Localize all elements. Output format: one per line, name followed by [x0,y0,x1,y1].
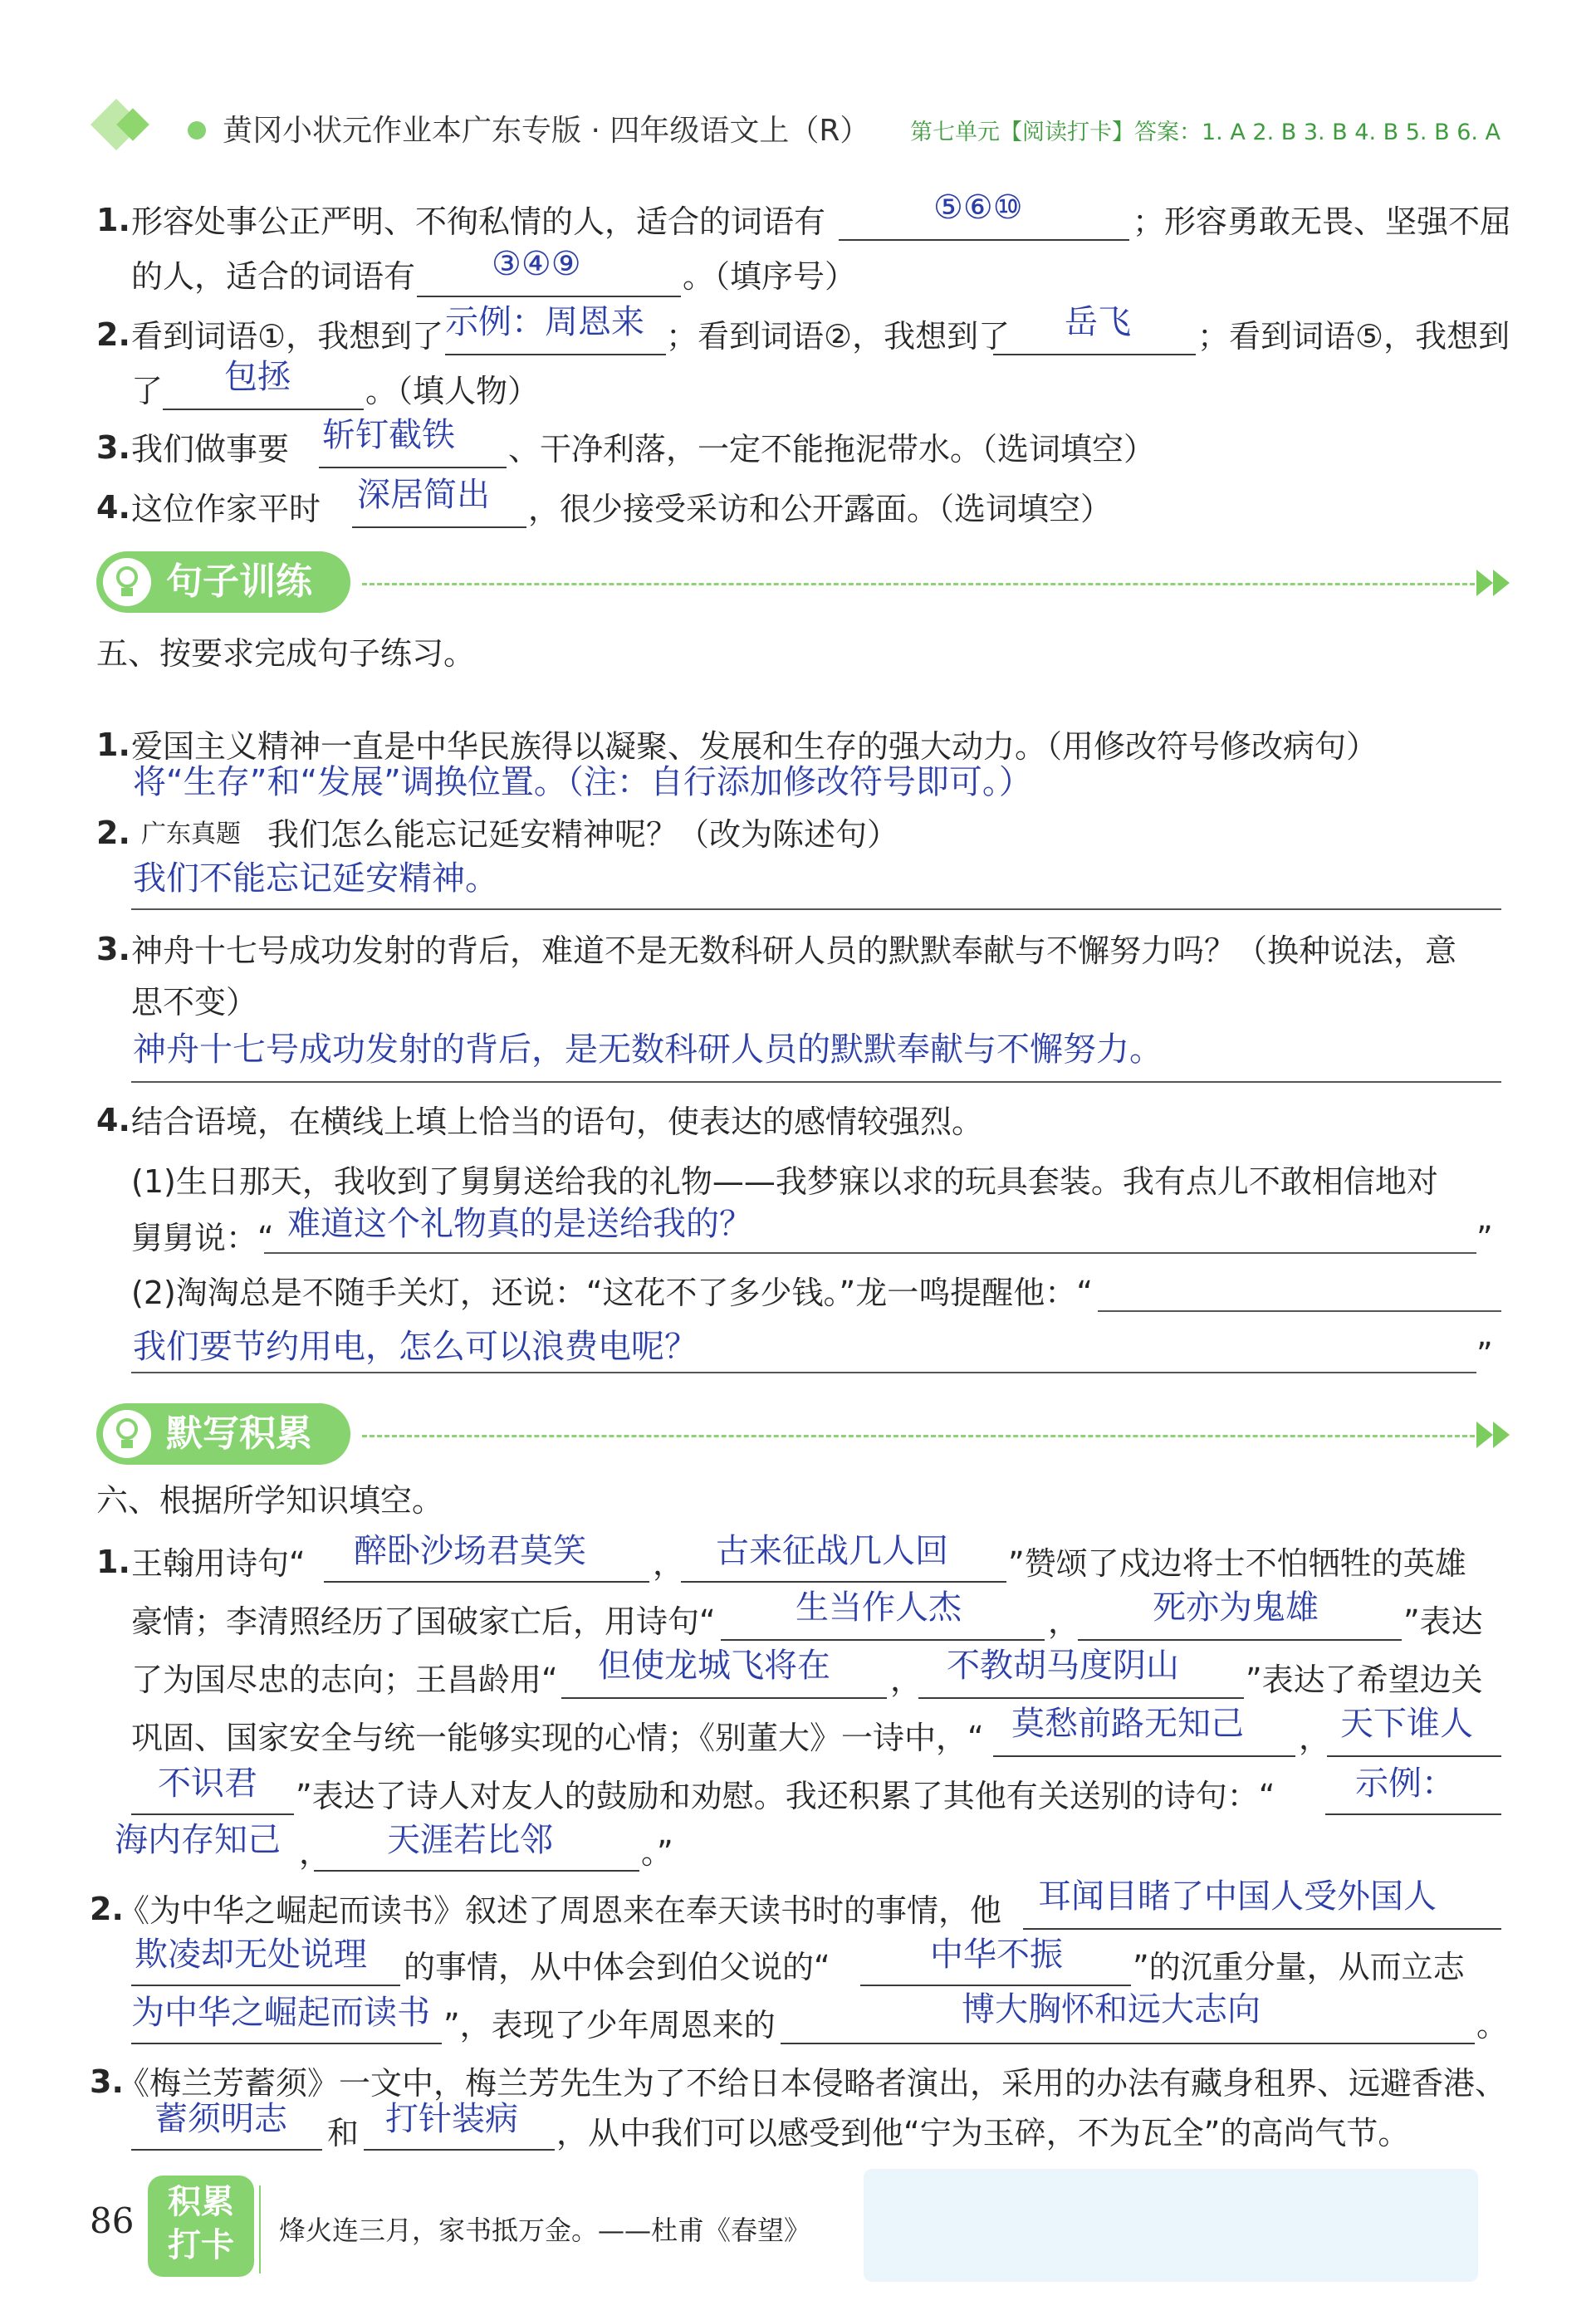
p6-q3-ans2: 打针装病 [385,2100,518,2138]
p6-q2-ans2: 欺凌却无处说理 [135,1936,367,1974]
q1-text-a: 形容处事公正严明、不徇私情的人，适合的词语有 [131,203,826,240]
lightbulb-base-2 [121,1440,133,1448]
footer-badge-bottom: 打卡 [168,2226,234,2264]
q2-blank-2 [993,354,1196,355]
p6-q1-ans7: 莫愁前路无知己 [1011,1705,1244,1743]
p5-q1-answer: 将“生存”和“发展”调换位置。（注：自行添加修改符号即可。） [133,763,1032,801]
lightbulb-bulb-2 [116,1418,138,1440]
q2-text-e: 。（填人物） [365,373,540,409]
p6-q3-number: 3. [90,2063,124,2100]
p5-q4-s1-answer-line [264,1252,1476,1254]
p6-q3-a: 《梅兰芳蓄须》一文中，梅兰芳先生为了不给日本侵略者演出，采用的办法有藏身租界、远避香港、 [118,2065,1507,2102]
p5-q4-s2-answer: 我们要节约用电，怎么可以浪费电呢？ [133,1328,698,1366]
p5-q2-text: 我们怎么能忘记延安精神呢？（改为陈述句） [267,816,899,853]
q3-answer: 斩钉截铁 [322,416,455,454]
q1-text-c: 的人，适合的词语有 [131,258,416,295]
p6-q3-c: ，从中我们可以感受到他“宁为玉碎，不为瓦全”的高尚气节。 [556,2115,1410,2151]
p6-q2-ans4: 为中华之崛起而读书 [131,1994,430,2032]
footer-quote: 烽火连三月，家书抵万金。——杜甫《春望》 [279,2215,811,2246]
p6-q1-blank-10 [1325,1813,1501,1815]
p5-q1-text: 爱国主义精神一直是中华民族得以凝聚、发展和生存的强大动力。（用修改符号修改病句） [131,728,1378,765]
q4-blank [352,526,526,528]
p6-q1-ans12: 天涯若比邻 [387,1821,553,1859]
q1-blank-1 [839,239,1129,241]
q2-text-c: ；看到词语⑤，我想到 [1197,318,1510,355]
p6-q1-number: 1. [96,1544,130,1580]
p6-q2-b: 的事情，从中体会到伯父说的“ [404,1949,830,1985]
q1-answer-1: ⑤⑥⑩ [933,188,1023,227]
p5-q4-s2-line1: (2)淘淘总是不随手关灯，还说：“这花不了多少钱。”龙一鸣提醒他：“ [131,1275,1093,1311]
p5-q3-text-1: 神舟十七号成功发射的背后，难道不是无数科研人员的默默奉献与不懈努力吗？（换种说法，意 [131,932,1457,969]
section-title-sentence: 句子训练 [166,560,312,603]
p5-q3-text-2: 思不变） [131,984,258,1021]
p6-q2-ans1: 耳闻目睹了中国人受外国人 [1038,1877,1437,1916]
p6-q3-ans1: 蓄须明志 [154,2100,287,2138]
footer-badge-top: 积累 [168,2183,234,2221]
p6-q3-blank-2 [364,2149,555,2151]
q2-number: 2. [96,316,130,353]
p5-q3-number: 3. [96,931,130,967]
header-dot-icon [188,121,206,139]
lightbulb-bulb [116,566,138,588]
p6-q1-blank-6 [918,1697,1244,1699]
p6-q3-b: 和 [327,2115,360,2151]
p6-q1-blank-12 [314,1870,639,1872]
lightbulb-base [121,588,133,596]
p6-q2-c: ”的沉重分量，从而立志 [1133,1949,1465,1985]
p6-q2-blank-4 [131,2043,442,2044]
p6-q1-ans1: 醉卧沙场君莫笑 [354,1532,586,1570]
p6-q1-blank-7 [993,1755,1295,1757]
p6-q1-ans5: 但使龙城飞将在 [598,1647,830,1685]
section-title-dictation: 默写积累 [166,1412,312,1455]
p6-q1-e: 了为国尽忠的志向；王昌龄用“ [131,1662,558,1698]
p5-q2-answer-line [131,908,1501,910]
p6-q1-blank-8 [1327,1755,1501,1757]
q4-answer: 深居简出 [357,476,490,514]
p6-q1-blank-2 [681,1581,1006,1583]
p6-q2-blank-3 [860,1985,1131,1986]
part5-heading: 五、按要求完成句子练习。 [96,635,476,672]
p6-q2-blank-2 [131,1985,400,1986]
p6-q1-sep2: ， [1048,1603,1080,1640]
p6-q1-ans3: 生当作人杰 [796,1588,962,1627]
p6-q1-ans9: 不识君 [158,1764,257,1803]
p5-q4-s1-answer: 难道这个礼物真的是送给我的？ [287,1205,752,1243]
section-badge-dictation [96,1403,350,1465]
p6-q1-sep1: ， [653,1545,685,1582]
section-dashed-line-2 [362,1435,1475,1437]
section-arrow-icon-1 [1476,570,1493,596]
p6-q1-ans8: 天下谁人 [1340,1705,1473,1743]
q2-text-a: 看到词语①，我想到了 [131,318,444,355]
p6-q1-ans10: 示例： [1355,1764,1455,1803]
header-title: 黄冈小状元作业本广东专版 · 四年级语文上（R） [223,114,870,148]
q4-text-a: 这位作家平时 [131,491,321,527]
p6-q1-blank-5 [561,1697,887,1699]
p6-q2-number: 2. [90,1891,124,1927]
q1-number: 1. [96,202,130,238]
p6-q1-sep4: ， [1299,1720,1331,1756]
q1-answer-2: ③④⑨ [492,245,581,283]
section-arrow-icon-2 [1493,570,1510,596]
p5-q4-s1-line2: 舅舅说：“ [131,1220,274,1256]
header-answer-key: 第七单元【阅读打卡】答案：1. A 2. B 3. B 4. B 5. B 6. A [910,120,1501,145]
p5-q4-s1-line1: (1)生日那天，我收到了舅舅送给我的礼物——我梦寐以求的玩具套装。我有点儿不敢相信地对 [131,1163,1438,1200]
p6-q1-ans4: 死亦为鬼雄 [1153,1588,1319,1627]
p6-q2-d: ”，表现了少年周恩来的 [443,2007,776,2043]
p6-q1-sep3: ， [890,1662,923,1698]
p6-q1-ans6: 不教胡马度阴山 [947,1647,1179,1685]
q2-text-b: ；看到词语②，我想到了 [666,318,1011,355]
q2-text-d: 了 [131,373,164,409]
p6-q1-b: ”赞颂了戍边将士不怕牺牲的英雄 [1008,1545,1466,1582]
p6-q1-ans11: 海内存知己 [115,1821,281,1859]
p6-q1-f: ”表达了希望边关 [1246,1662,1483,1698]
p6-q2-ans3: 中华不振 [930,1936,1063,1974]
p6-q1-ans2: 古来征战几人回 [716,1532,948,1570]
q4-text-b: ，很少接受采访和公开露面。（选词填空） [528,491,1113,527]
p6-q3-blank-1 [131,2149,322,2151]
p5-q4-number: 4. [96,1102,130,1138]
p5-q4-s2-close-quote: ” [1476,1336,1493,1373]
p6-q1-blank-9 [131,1813,294,1815]
p6-q1-h: ”表达了诗人对友人的鼓励和劝慰。我还积累了其他有关送别的诗句：“ [296,1778,1275,1814]
p5-q4-s2-answer-line-1 [1098,1310,1501,1312]
q2-answer-2: 岳飞 [1065,303,1131,341]
p5-q3-answer: 神舟十七号成功发射的背后，是无数科研人员的默默奉献与不懈努力。 [133,1030,1163,1069]
p6-q1-blank-4 [1078,1639,1402,1641]
q3-text-a: 我们做事要 [131,431,290,467]
p5-q2-tag: 广东真题 [141,820,241,849]
p6-q2-a: 《为中华之崛起而读书》叙述了周恩来在奉天读书时的事情，他 [118,1892,1002,1929]
q3-blank [319,467,507,468]
q1-blank-2 [417,296,681,297]
section-dashed-line-1 [362,583,1475,585]
section-badge-sentence [96,551,350,613]
p5-q4-s2-answer-line-2 [131,1372,1476,1373]
p5-q2-number: 2. [96,815,130,851]
p5-q4-text: 结合语境，在横线上填上恰当的语句，使表达的感情较强烈。 [131,1104,984,1140]
p6-q1-i: 。” [641,1834,673,1871]
q2-blank-1 [445,354,666,355]
p6-q2-ans5: 博大胸怀和远大志向 [962,1990,1261,2029]
p6-q1-g: 巩固、国家安全与统一能够实现的心情；《别董大》一诗中，“ [131,1720,984,1756]
p6-q1-a: 王翰用诗句“ [131,1545,306,1582]
p5-q2-answer: 我们不能忘记延安精神。 [133,859,498,898]
p5-q3-answer-line [131,1081,1501,1083]
footer-panel [864,2169,1478,2282]
section-arrow-icon-3 [1476,1422,1493,1448]
p6-q1-c: 豪情；李清照经历了国破家亡后，用诗句“ [131,1603,716,1640]
q3-number: 3. [96,429,130,466]
q2-blank-3 [163,409,364,410]
p6-q1-blank-1 [324,1581,649,1583]
part6-heading: 六、根据所学知识填空。 [96,1482,444,1519]
footer-divider [259,2185,261,2274]
p5-q4-s1-close-quote: ” [1476,1220,1493,1256]
p6-q2-blank-5 [781,2043,1475,2044]
page-number: 86 [90,2200,135,2241]
q4-number: 4. [96,489,130,526]
p6-q1-d: ”表达 [1403,1603,1483,1640]
q2-answer-1: 示例：周恩来 [445,303,644,341]
p6-q1-blank-3 [721,1639,1045,1641]
section-arrow-icon-4 [1493,1422,1510,1448]
q1-text-b: ；形容勇敢无畏、坚强不屈 [1133,203,1512,240]
q1-text-d: 。（填序号） [683,258,857,295]
q2-answer-3: 包拯 [224,358,291,396]
p5-q1-number: 1. [96,727,130,763]
p6-q1-sep5: ， [299,1834,331,1871]
q3-text-b: 、干净利落，一定不能拖泥带水。（选词填空） [508,431,1156,467]
p6-q2-blank-1 [1023,1928,1501,1930]
p6-q2-e: 。 [1476,2007,1509,2043]
